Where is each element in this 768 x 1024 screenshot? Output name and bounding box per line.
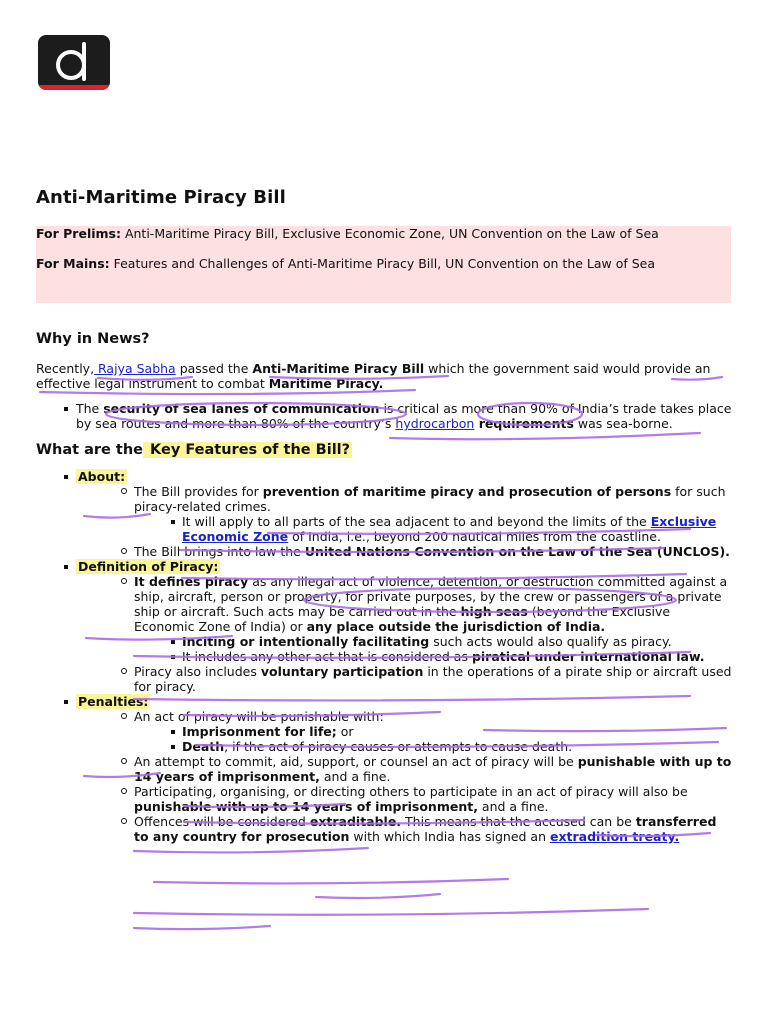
list-item	[182, 649, 732, 664]
bullet-text: was sea-borne.	[573, 416, 673, 431]
item-bold: prevention of maritime piracy and prosecution of persons	[262, 484, 672, 499]
definition-subsublist	[182, 634, 732, 664]
bullet-text: The	[76, 401, 104, 416]
list-item	[182, 514, 732, 544]
item-bold: voluntary participation	[260, 664, 424, 679]
item-text: of India, i.e., beyond 200 nautical miles from the coastline.	[288, 529, 661, 544]
list-item	[134, 814, 732, 844]
item-bold: Inciting or intentionally facilitating	[182, 634, 430, 649]
why-in-news-heading: Why in News?	[36, 331, 150, 347]
item-text: for such piracy-related crimes.	[134, 484, 726, 514]
list-item-about	[76, 469, 732, 559]
penalties-sublist	[134, 709, 732, 844]
logo-d-icon	[38, 35, 110, 90]
news-text-3: which the government said would provide an effective legal instrument to combat	[36, 361, 711, 391]
list-item	[134, 544, 732, 559]
item-bold: It defines piracy	[134, 574, 249, 589]
key-features-heading	[36, 441, 732, 459]
list-item-definition	[76, 559, 732, 694]
article	[36, 186, 732, 844]
prelims-label: For Prelims:	[36, 226, 121, 241]
page-title: Anti-Maritime Piracy Bill	[36, 187, 286, 208]
prelims-text: Anti-Maritime Piracy Bill, Exclusive Economic Zone, UN Convention on the Law of Sea	[120, 226, 659, 241]
definition-label: Definition of Piracy:	[78, 559, 219, 574]
bullet-bold: requirements	[474, 416, 574, 431]
heading-text: What are the	[36, 442, 143, 458]
item-bold: extraditable.	[309, 814, 402, 829]
syllabus-box	[36, 226, 731, 303]
item-text: such acts would also qualify as piracy.	[429, 634, 672, 649]
item-text: , if the act of piracy causes or attempts to cause death.	[224, 739, 573, 754]
prelims-line	[36, 227, 731, 241]
list-item	[182, 739, 732, 754]
mains-label: For Mains:	[36, 256, 110, 271]
list-item	[134, 784, 732, 814]
news-bullets	[76, 401, 732, 431]
item-text: This means that the accused can be	[401, 814, 636, 829]
item-text: or	[336, 724, 354, 739]
item-bold: high seas	[460, 604, 528, 619]
item-text: (beyond the Exclusive Economic Zone of India) or	[134, 604, 671, 634]
logo-accent-bar	[38, 85, 110, 90]
penalties-subsublist	[182, 724, 732, 754]
item-text: Participating, organising, or directing others to participate in an act of piracy will also be	[134, 784, 688, 799]
list-item	[134, 664, 732, 694]
ink-underline	[134, 848, 368, 852]
penalties-label: Penalties:	[78, 694, 149, 709]
drishti-logo[interactable]	[38, 35, 110, 90]
mains-text: Features and Challenges of Anti-Maritime Piracy Bill, UN Convention on the Law of Sea	[109, 256, 656, 271]
bullet-bold: security of sea lanes of communication	[103, 401, 380, 416]
features-list	[76, 469, 732, 844]
item-text: in the operations of a pirate ship or aircraft used for piracy.	[134, 664, 732, 694]
news-bold-2: Maritime Piracy.	[268, 376, 384, 391]
bullet-text: is critical as more than 90% of India’s trade takes place by sea routes and more than 80% of the country’s	[76, 401, 732, 431]
item-bold: piratical under international law.	[471, 649, 705, 664]
news-paragraph	[36, 361, 732, 391]
item-bold: punishable with up to 14 years of imprisonment,	[134, 799, 478, 814]
list-item-penalties	[76, 694, 732, 844]
list-item	[134, 574, 732, 664]
item-text: The Bill provides for	[134, 484, 263, 499]
item-text: An attempt to commit, aid, support, or counsel an act of piracy will be	[134, 754, 578, 769]
list-item	[134, 484, 732, 544]
about-label: About:	[78, 469, 126, 484]
item-bold: punishable with up to 14 years of imprisonment,	[134, 754, 732, 784]
item-bold: Death	[182, 739, 225, 754]
ink-underline	[134, 926, 270, 929]
item-text: and a fine.	[477, 799, 549, 814]
list-item	[134, 754, 732, 784]
item-bold: United Nations Convention on the Law of the Sea (UNCLOS).	[304, 544, 730, 559]
ink-underline	[316, 894, 440, 898]
item-bold: any place outside the jurisdiction of India.	[306, 619, 606, 634]
item-bold: transferred to any country for prosecution	[134, 814, 717, 844]
item-text: Piracy also includes	[134, 664, 261, 679]
extradition-treaty-link[interactable]: extradition treaty.	[549, 829, 680, 844]
list-item	[134, 709, 732, 754]
news-text-2: passed the	[175, 361, 253, 376]
ink-underline	[154, 879, 508, 883]
item-text: An act of piracy will be punishable with:	[134, 709, 384, 724]
item-text: with which India has signed an	[349, 829, 550, 844]
mains-line	[36, 257, 731, 271]
item-text: The Bill brings into law the	[134, 544, 305, 559]
item-bold: Imprisonment for life;	[182, 724, 337, 739]
news-text-1: Recently,	[36, 361, 95, 376]
item-text: as any illegal act of violence, detention, or destruction committed against a ship, aircraft, person or property, for private purposes, by the crew or passengers of a private ship or aircraft. Such acts may be carried out in the	[134, 574, 728, 619]
list-item	[182, 724, 732, 739]
item-text: Offences will be considered	[134, 814, 310, 829]
heading-highlight: Key Features of the Bill?	[145, 442, 351, 458]
rajya-sabha-link[interactable]: Rajya Sabha	[94, 361, 176, 376]
list-item	[76, 401, 732, 431]
eez-link[interactable]: Exclusive Economic Zone	[182, 514, 717, 544]
definition-sublist	[134, 574, 732, 694]
about-subsublist	[182, 514, 732, 544]
ink-underline	[134, 909, 648, 915]
item-text: It will apply to all parts of the sea adjacent to and beyond the limits of the	[182, 514, 651, 529]
about-sublist	[134, 484, 732, 559]
item-text: It includes any other act that is considered as	[182, 649, 472, 664]
item-text: and a fine.	[319, 769, 391, 784]
list-item	[182, 634, 732, 649]
hydrocarbon-link[interactable]: hydrocarbon	[395, 416, 475, 431]
news-bold-1: Anti-Maritime Piracy Bill	[252, 361, 425, 376]
